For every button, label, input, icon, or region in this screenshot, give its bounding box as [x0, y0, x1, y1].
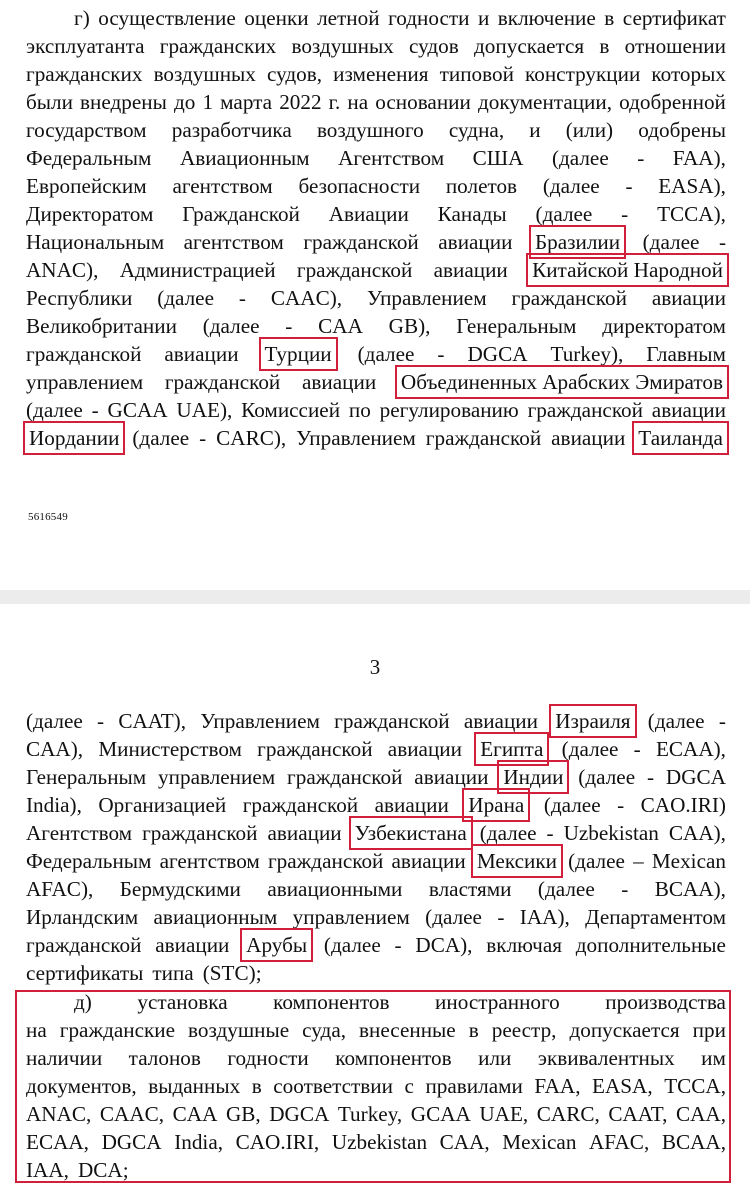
text-word: управлением: [26, 370, 144, 394]
text-word: типа: [152, 961, 194, 985]
text-word: (далее: [202, 314, 260, 338]
text-word: безопасности: [298, 174, 421, 198]
text-word: Uzbekistan: [331, 1130, 428, 1154]
text-word: гражданской: [242, 793, 359, 817]
text-word: одобренной: [619, 90, 726, 114]
highlighted-word: Таиланда: [635, 424, 726, 452]
page1-text-line: [26, 228, 726, 256]
text-word: годности: [388, 6, 470, 30]
text-word: им: [701, 1046, 726, 1070]
text-word: Авиационным: [179, 146, 310, 170]
text-word: Turkey,: [337, 1102, 403, 1126]
page2-text-line: [26, 847, 726, 875]
text-word: осуществление: [98, 6, 236, 30]
text-word: авиации: [391, 849, 466, 873]
text-word: Бермудскими: [119, 877, 241, 901]
text-word: на: [26, 1018, 47, 1042]
text-word: установка: [137, 990, 228, 1014]
text-word: (далее: [647, 709, 705, 733]
text-word: конструкции: [525, 62, 641, 86]
text-word: TCCA),: [657, 202, 726, 226]
text-word: при: [692, 1018, 726, 1042]
text-word: гражданской: [267, 849, 384, 873]
text-word: регулированию: [379, 398, 519, 422]
text-word: Mexican: [651, 849, 726, 873]
text-word: Республики: [26, 286, 133, 310]
text-word: судов,: [266, 62, 323, 86]
page2-text-line: [26, 903, 726, 931]
text-word: Департаментом: [585, 905, 726, 929]
text-word: CAO.IRI): [640, 793, 726, 817]
text-word: были: [26, 90, 73, 114]
page1-text-line: [26, 32, 726, 60]
text-word: авиации: [414, 765, 489, 789]
text-word: гражданской: [425, 426, 542, 450]
text-word: выданных: [148, 1074, 241, 1098]
page-number: 3: [369, 655, 381, 679]
text-word: DGCA: [665, 765, 726, 789]
text-word: DGCA: [101, 1130, 162, 1154]
text-word: правилами: [425, 1074, 523, 1098]
highlighted-word: Иордании: [26, 424, 122, 452]
text-word: воздушные: [188, 1018, 290, 1042]
text-word: допускается: [474, 34, 585, 58]
text-word: -: [625, 174, 633, 198]
text-word: Turkey),: [550, 342, 624, 366]
text-word: -: [617, 793, 625, 817]
text-word: разработчика: [171, 118, 292, 142]
page2-text-line: [26, 931, 726, 959]
text-word: CAO.IRI,: [235, 1130, 320, 1154]
text-word: производства: [605, 990, 726, 1014]
text-word: (далее: [537, 877, 595, 901]
text-word: Министерством: [98, 737, 242, 761]
text-word: CAA: [172, 1102, 218, 1126]
text-word: (далее: [642, 230, 700, 254]
text-word: дополнительные: [575, 933, 726, 957]
text-word: Великобритании: [26, 314, 177, 338]
text-word: -: [285, 314, 293, 338]
document-number: 5616549: [28, 511, 68, 523]
text-word: гражданской: [527, 398, 643, 422]
page2-text-line: [26, 819, 726, 847]
text-word: гражданской: [257, 737, 373, 761]
text-word: -: [546, 821, 554, 845]
page1-text-line: [26, 424, 726, 452]
highlight-box-paragraph-d: [15, 990, 731, 1183]
text-word: управлением: [158, 765, 276, 789]
text-word: AFAC),: [26, 877, 94, 901]
text-word: (далее: [578, 765, 636, 789]
text-word: UAE),: [176, 398, 233, 422]
text-word: (далее: [132, 426, 190, 450]
text-word: авиации: [302, 370, 377, 394]
highlighted-word: Ирана: [465, 791, 527, 819]
text-word: с: [404, 1074, 414, 1098]
text-word: воздушных: [153, 62, 256, 86]
text-word: (далее: [323, 933, 381, 957]
page2-text-line: [26, 707, 726, 735]
text-word: -: [199, 426, 207, 450]
text-word: марта: [220, 90, 273, 114]
page1-text-line: [26, 256, 726, 284]
text-word: GCAA: [107, 398, 168, 422]
text-word: директоратом: [602, 314, 726, 338]
page1-text-line: [26, 4, 726, 32]
text-word: судна,: [448, 118, 505, 142]
text-word: Управлением: [200, 709, 320, 733]
text-word: EASA),: [658, 174, 726, 198]
text-word: BCAA),: [654, 877, 726, 901]
text-word: США: [472, 146, 524, 170]
text-word: летной: [317, 6, 380, 30]
text-word: (далее: [357, 342, 415, 366]
page1-text-line: [26, 368, 726, 396]
text-word: CAAT,: [608, 1102, 668, 1126]
page2-text-line: [26, 875, 726, 903]
text-word: допускается: [569, 1018, 680, 1042]
page2-text-line: [26, 735, 726, 763]
text-word: до: [173, 90, 196, 114]
text-word: -: [91, 398, 99, 422]
text-word: Агентством: [338, 146, 445, 170]
text-word: DGCA: [467, 342, 528, 366]
text-word: Авиации: [328, 202, 409, 226]
text-word: агентством: [172, 174, 273, 198]
text-word: AFAC,: [589, 1130, 650, 1154]
text-word: (далее: [561, 737, 619, 761]
page1-text-line: [26, 396, 726, 424]
text-word: GB),: [388, 314, 431, 338]
text-word: гражданской: [164, 370, 281, 394]
text-word: BCAA,: [661, 1130, 726, 1154]
text-word: (далее: [568, 849, 625, 873]
text-word: или: [478, 1046, 512, 1070]
text-word: -: [497, 905, 505, 929]
text-word: на: [347, 90, 369, 114]
text-word: UAE,: [479, 1102, 529, 1126]
text-word: документов,: [26, 1074, 137, 1098]
text-word: авиации: [387, 737, 462, 761]
text-word: воздушных: [291, 34, 394, 58]
text-word: Администрацией: [119, 258, 276, 282]
text-word: (или): [565, 118, 614, 142]
page1-text-line: [26, 200, 726, 228]
text-word: CARC),: [216, 426, 287, 450]
text-word: изменения: [333, 62, 429, 86]
text-word: India,: [174, 1130, 224, 1154]
text-word: и: [529, 118, 541, 142]
text-word: Федеральным: [26, 849, 152, 873]
text-word: оценки: [244, 6, 309, 30]
text-word: -: [637, 146, 645, 170]
text-word: ANAC,: [26, 1102, 92, 1126]
text-word: авиации: [267, 821, 342, 845]
text-word: гражданской: [511, 286, 627, 310]
page1-text-line: [26, 60, 726, 88]
text-word: DCA;: [77, 1158, 129, 1182]
text-word: авиации: [374, 793, 449, 817]
text-word: в: [251, 1074, 262, 1098]
text-word: реестр,: [491, 1018, 557, 1042]
text-word: наличии: [26, 1046, 103, 1070]
text-word: CAA,: [675, 1102, 726, 1126]
text-word: CAAC,: [99, 1102, 165, 1126]
text-word: воздушного: [316, 118, 424, 142]
highlighted-word: Израиля: [552, 707, 633, 735]
text-word: агентством: [159, 849, 260, 873]
text-word: CAA,: [439, 1130, 490, 1154]
text-word: FAA,: [534, 1074, 581, 1098]
text-word: (далее: [157, 286, 214, 310]
text-word: (далее: [551, 146, 609, 170]
text-word: властями: [428, 877, 512, 901]
text-word: полетов: [445, 174, 518, 198]
text-word: Агентством: [26, 821, 133, 845]
text-word: включение: [497, 6, 596, 30]
text-word: г.: [328, 90, 341, 114]
text-word: -: [437, 342, 445, 366]
text-word: DCA),: [415, 933, 473, 957]
text-word: Национальным: [26, 230, 165, 254]
text-word: авиации: [463, 709, 538, 733]
text-word: в: [604, 6, 615, 30]
text-word: одобрены: [638, 118, 726, 142]
text-word: гражданской: [26, 342, 142, 366]
text-word: соответствии: [273, 1074, 393, 1098]
text-word: типовой: [439, 62, 514, 86]
text-word: -: [621, 202, 629, 226]
text-word: агентством: [183, 230, 284, 254]
text-word: -: [646, 765, 655, 789]
text-word: отношении: [624, 34, 726, 58]
text-word: CARC,: [536, 1102, 600, 1126]
text-word: гражданской: [334, 709, 450, 733]
page1-text-line: [26, 144, 726, 172]
text-word: сертификат: [622, 6, 726, 30]
text-word: авиации: [651, 398, 726, 422]
text-word: Директоратом: [26, 202, 154, 226]
text-word: эксплуатанта: [26, 34, 145, 58]
text-word: Mexican: [502, 1130, 577, 1154]
text-word: ECAA,: [26, 1130, 89, 1154]
text-word: в: [599, 34, 610, 58]
page-separator: [0, 590, 750, 604]
text-word: (далее: [26, 709, 83, 733]
text-word: 2022: [279, 90, 322, 114]
text-word: гражданской: [303, 230, 419, 254]
text-word: г): [74, 6, 90, 30]
text-word: гражданских: [26, 62, 143, 86]
text-word: включая: [486, 933, 562, 957]
highlighted-word: Египта: [477, 735, 546, 763]
text-word: которых: [651, 62, 726, 86]
text-word: GCAA: [410, 1102, 471, 1126]
text-word: DGCA: [269, 1102, 330, 1126]
highlighted-word: Мексики: [474, 847, 560, 875]
text-word: (далее: [479, 821, 537, 845]
text-word: Генеральным: [456, 314, 577, 338]
page1-text-line: [26, 172, 726, 200]
text-word: –: [633, 849, 644, 873]
page1-text-line: [26, 88, 726, 116]
text-word: авиационными: [267, 877, 403, 901]
text-word: -: [97, 709, 105, 733]
text-word: компонентов: [335, 1046, 452, 1070]
highlighted-word: Объединенных Арабских Эмиратов: [398, 368, 726, 396]
text-word: Комиссией: [241, 398, 341, 422]
text-word: GB,: [225, 1102, 261, 1126]
text-word: Главным: [646, 342, 726, 366]
text-word: (далее: [425, 905, 482, 929]
text-word: гражданской: [26, 933, 142, 957]
text-word: авиации: [438, 230, 513, 254]
text-word: по: [348, 398, 371, 422]
text-word: -: [394, 933, 402, 957]
text-word: 1: [202, 90, 214, 114]
text-word: Организацией: [98, 793, 227, 817]
text-word: годности: [227, 1046, 309, 1070]
text-word: IAA,: [26, 1158, 69, 1182]
text-word: IAA),: [519, 905, 570, 929]
text-word: -: [621, 877, 629, 901]
text-word: государством: [26, 118, 147, 142]
text-word: TCCA,: [664, 1074, 726, 1098]
text-word: компонентов: [273, 990, 390, 1014]
text-word: (далее: [542, 174, 600, 198]
text-word: авиации: [164, 342, 239, 366]
text-word: внесенные: [359, 1018, 456, 1042]
text-word: Федеральным: [26, 146, 152, 170]
highlighted-word: Турции: [262, 340, 335, 368]
text-word: ECAA),: [655, 737, 726, 761]
text-word: гражданской: [287, 765, 403, 789]
text-word: сертификаты: [26, 961, 144, 985]
text-word: CAA: [318, 314, 363, 338]
text-word: CAA),: [668, 821, 726, 845]
text-word: -: [718, 709, 726, 733]
text-word: основании: [375, 90, 471, 114]
text-word: авиации: [433, 258, 508, 282]
page2-text-line: [26, 959, 726, 987]
text-word: авиационным: [153, 905, 278, 929]
highlighted-word: Узбекистана: [352, 819, 470, 847]
text-word: CAAC),: [270, 286, 343, 310]
text-word: гражданской: [296, 258, 413, 282]
text-word: документации,: [477, 90, 613, 114]
text-word: д): [74, 990, 92, 1014]
text-word: Uzbekistan: [563, 821, 659, 845]
text-word: (далее: [26, 398, 83, 422]
text-word: судов: [409, 34, 459, 58]
text-word: Управлением: [366, 286, 487, 310]
highlighted-word: Индии: [500, 763, 566, 791]
text-word: Генеральным: [26, 765, 147, 789]
text-word: FAA),: [672, 146, 726, 170]
text-word: CAA),: [26, 737, 84, 761]
text-word: India),: [26, 793, 82, 817]
page1-text-line: [26, 312, 726, 340]
text-word: иностранного: [435, 990, 560, 1014]
text-word: CAAT),: [118, 709, 187, 733]
text-word: суда,: [302, 1018, 347, 1042]
text-word: управлением: [292, 905, 410, 929]
text-word: Управлением: [296, 426, 416, 450]
page2-text-line: [26, 763, 726, 791]
page1-text-line: [26, 116, 726, 144]
text-word: (STC);: [202, 961, 262, 985]
text-word: EASA,: [592, 1074, 653, 1098]
text-word: в: [468, 1018, 479, 1042]
text-word: -: [633, 737, 641, 761]
text-word: внедрены: [80, 90, 167, 114]
text-word: Ирландским: [26, 905, 139, 929]
text-word: (далее: [535, 202, 593, 226]
text-word: гражданских: [159, 34, 277, 58]
text-word: талонов: [128, 1046, 201, 1070]
text-word: эквивалентных: [537, 1046, 675, 1070]
text-word: (далее: [543, 793, 601, 817]
text-word: авиации: [551, 426, 626, 450]
text-word: авиации: [155, 933, 230, 957]
text-word: ANAC),: [26, 258, 99, 282]
highlighted-word: Бразилии: [532, 228, 623, 256]
highlighted-word: Китайской Народной: [529, 256, 726, 284]
highlighted-word: Арубы: [243, 931, 310, 959]
page2-text-line: [26, 791, 726, 819]
page1-text-line: [26, 284, 726, 312]
text-word: -: [238, 286, 246, 310]
text-word: гражданской: [142, 821, 258, 845]
text-word: Гражданской: [182, 202, 300, 226]
text-word: Европейским: [26, 174, 147, 198]
page1-text-line: [26, 340, 726, 368]
text-word: авиации: [651, 286, 726, 310]
text-word: и: [477, 6, 490, 30]
text-word: гражданские: [59, 1018, 176, 1042]
text-word: -: [718, 230, 726, 254]
text-word: Канады: [437, 202, 507, 226]
